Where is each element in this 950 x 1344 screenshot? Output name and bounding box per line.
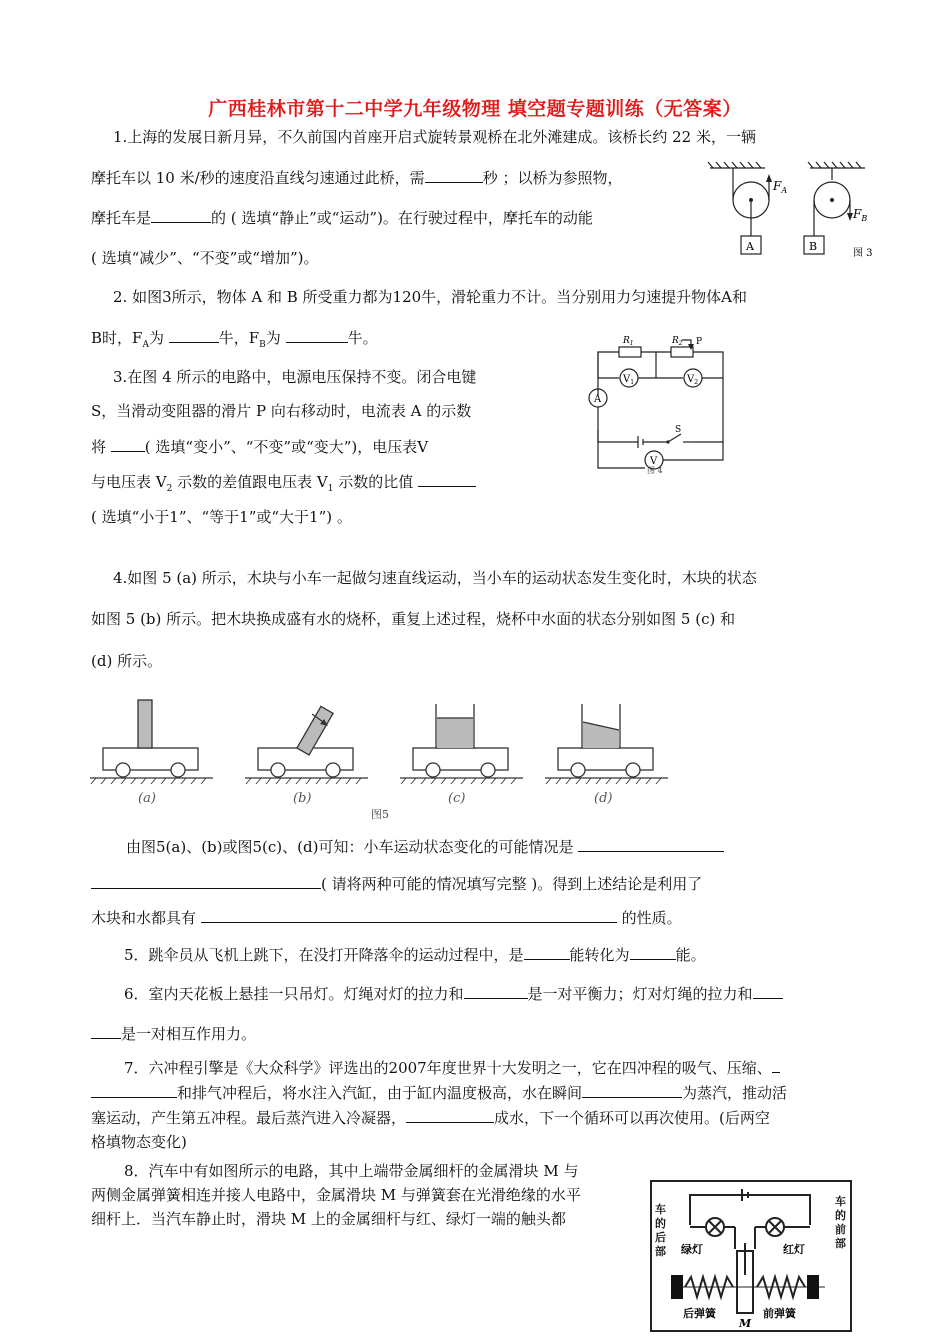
q1-line-2: 摩托车以 10 米/秒的速度沿直线匀速通过此桥，需 秒 ；以桥为参照物，	[91, 166, 622, 189]
fig4-r1: $R_1$	[623, 336, 634, 347]
fig4-v1: $V_1$	[623, 374, 635, 386]
q6-blank-interaction[interactable]	[753, 982, 783, 999]
q6-blank-balance[interactable]	[464, 982, 528, 999]
q4-line-5: ( 请将两种可能的情况填写完整 )。得到上述结论是利用了	[91, 872, 702, 895]
question-5: 5．跳伞员从飞机上跳下，在没打开降落伞的运动过程中，是 能转化为 能。	[124, 943, 706, 966]
q3-blank-ratio[interactable]	[418, 470, 476, 487]
q4-line-4: 由图5(a)、(b)或图5(c)、(d)可知：小车运动状态变化的可能情况是	[126, 835, 724, 858]
q7-line-1: 7．六冲程引擎是《大众科学》评选出的2007年度世界十大发明之一，它在四冲程的吸气、压缩、	[124, 1056, 780, 1079]
fig4-v2: $V_2$	[687, 374, 699, 386]
q2-line-1: 2. 如图3所示，物体 A 和 B 所受重力都为120牛，滑轮重力不计。当分别用力匀速提升物体A和	[113, 288, 748, 306]
q1-blank-state[interactable]	[151, 206, 211, 223]
q8-line-2: 两侧金属弹簧相连并接人电路中，金属滑块 M 与弹簧套在光滑绝缘的水平	[91, 1186, 581, 1204]
figure-3-pulleys	[705, 160, 885, 265]
fig8-front-spring: 前弹簧	[763, 1307, 796, 1320]
svg-text:前: 前	[835, 1223, 846, 1236]
q6-line-2: 是一对相互作用力。	[91, 1022, 256, 1045]
q1-line-1: 1.上海的发展日新月异，不久前国内首座开启式旋转景观桥在北外滩建成。该桥长约 22 米，一辆	[113, 128, 756, 146]
svg-text:的: 的	[835, 1209, 846, 1222]
q4-line-1: 4.如图 5 (a) 所示，木块与小车一起做匀速直线运动，当小车的运动状态发生变化时，木块的状态	[113, 569, 757, 587]
figure-4-circuit	[583, 330, 743, 475]
fig4-r2: $R_2$	[672, 336, 683, 347]
q5-blank-energy-1[interactable]	[524, 943, 570, 960]
q2-blank-fa[interactable]	[169, 326, 219, 343]
fig4-p: P	[696, 337, 703, 347]
fig8-slider-m: M	[739, 1317, 752, 1330]
q3-line-1: 3.在图 4 所示的电路中，电源电压保持不变。闭合电键	[113, 368, 477, 386]
figure-car-circuit	[645, 1165, 860, 1340]
fig4-ammeter: A	[594, 394, 602, 405]
q7-blank-condense[interactable]	[406, 1106, 494, 1123]
q7-line-3: 塞运动，产生第五冲程。最后蒸汽进入冷凝器， 成水，下一个循环可以再次使用。(后两空	[91, 1106, 770, 1129]
q2-blank-fb[interactable]	[286, 326, 348, 343]
q2-line-2: B时，$F_A$为 牛，$F_B$为 牛。	[91, 326, 378, 356]
q4-blank-situation-2[interactable]	[91, 872, 321, 889]
arrow-up-icon	[766, 174, 772, 182]
q3-line-2: S，当滑动变阻器的滑片 P 向右移动时，电流表 A 的示数	[91, 402, 472, 420]
svg-text:后: 后	[655, 1231, 666, 1244]
fig8-front-label	[835, 1194, 846, 1250]
q4-line-6: 木块和水都具有 的性质。	[91, 906, 682, 929]
fig3-fb: $F_B$	[853, 207, 868, 223]
svg-text:车: 车	[655, 1203, 666, 1216]
fig3-label-a: A	[746, 240, 754, 253]
q4-line-2: 如图 5 (b) 所示。把木块换成盛有水的烧杯，重复上述过程，烧杯中水面的状态分别如图 5 (c) 和	[91, 610, 736, 628]
q8-line-1: 8．汽车中有如图所示的电路，其中上端带金属细杆的金属滑块 M 与	[124, 1162, 579, 1180]
fig4-switch: S	[675, 425, 682, 435]
fig4-voltmeter: V	[650, 456, 658, 467]
fig3-caption: 图 3	[853, 248, 873, 259]
q7-line-4: 格填物态变化)	[91, 1133, 187, 1151]
page-title: 广西桂林市第十二中学九年级物理 填空题专题训练（无答案）	[208, 98, 742, 120]
fig8-rear-spring: 后弹簧	[683, 1307, 716, 1320]
q1-blank-time[interactable]	[425, 166, 483, 183]
q4-blank-situation-1[interactable]	[578, 835, 724, 852]
q7-blank-vaporize[interactable]	[582, 1081, 682, 1098]
q3-blank-ammeter[interactable]	[111, 435, 145, 452]
fig8-red-lamp: 红灯	[783, 1243, 805, 1256]
fig5-label-d: (d)	[594, 791, 613, 806]
q5-blank-energy-2[interactable]	[630, 943, 676, 960]
fig5-caption: 图5	[371, 808, 389, 821]
fig8-green-lamp: 绿灯	[681, 1243, 703, 1256]
fig3-fa: $F_A$	[773, 179, 788, 195]
q1-line-3: 摩托车是 的 ( 选填“静止”或“运动”)。在行驶过程中，摩托车的动能	[91, 206, 593, 229]
q1-line-4: ( 选填“减少”、“不变”或“增加”)。	[91, 249, 319, 267]
fig5-label-a: (a)	[138, 791, 156, 806]
q4-blank-property[interactable]	[201, 906, 617, 923]
q8-line-3: 细杆上．当汽车静止时，滑块 M 上的金属细杆与红、绿灯一端的触头都	[91, 1210, 566, 1228]
fig5-label-b: (b)	[293, 791, 312, 806]
fig8-rear-label	[655, 1202, 666, 1258]
q4-line-3: (d) 所示。	[91, 652, 163, 670]
svg-text:的: 的	[655, 1217, 666, 1230]
fig5-label-c: (c)	[448, 791, 466, 806]
q3-line-5: ( 选填“小于1”、“等于1”或“大于1”) 。	[91, 508, 352, 526]
svg-text:部: 部	[655, 1245, 666, 1258]
q7-line-2: 和排气冲程后，将水注入汽缸，由于缸内温度极高，水在瞬间 为蒸汽，推动活	[91, 1081, 787, 1104]
fig4-caption: 图 4	[647, 466, 663, 475]
svg-text:车: 车	[835, 1195, 846, 1208]
svg-text:部: 部	[835, 1237, 846, 1250]
figure-5-carts	[88, 690, 868, 825]
q3-line-3: 将 ( 选填“变小”、“不变”或“变大”)，电压表V	[91, 435, 428, 458]
q3-line-4: 与电压表 $V_2$ 示数的差值跟电压表 $V_1$ 示数的比值	[91, 470, 476, 500]
fig3-label-b: B	[809, 240, 818, 253]
q6-line-1: 6．室内天花板上悬挂一只吊灯。灯绳对灯的拉力和 是一对平衡力；灯对灯绳的拉力和	[124, 982, 783, 1005]
q7-blank-stroke[interactable]	[91, 1081, 177, 1098]
